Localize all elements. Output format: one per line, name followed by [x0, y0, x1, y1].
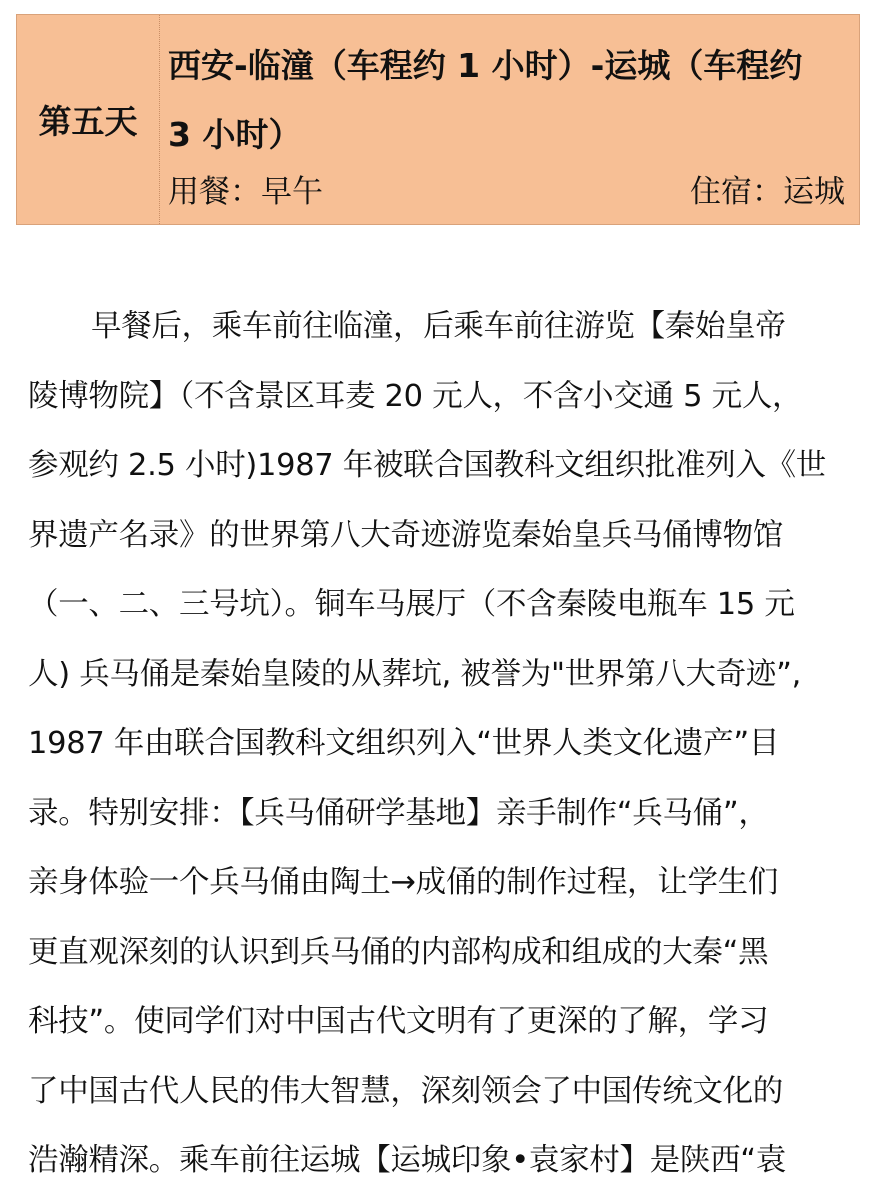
paragraph-line: 早餐后，乘车前往临潼，后乘车前往游览【秦始皇帝	[91, 309, 786, 344]
paragraph-line: 1987 年由联合国教科文组织列入“世界人类文化遗产”目	[28, 726, 780, 761]
paragraph-line: 界遗产名录》的世界第八大奇迹游览秦始皇兵马俑博物馆	[28, 517, 783, 553]
route-line: 3 小时）	[168, 115, 302, 154]
paragraph-line: 录。特别安排：【兵马俑研学基地】亲手制作“兵马俑”，	[28, 795, 769, 831]
paragraph-line: 陵博物院】（不含景区耳麦 20 元人，不含小交通 5 元人，	[28, 378, 803, 414]
paragraph-line: 了中国古代人民的伟大智慧，深刻领会了中国传统文化的	[28, 1073, 783, 1109]
paragraph-line: 参观约 2.5 小时)1987 年被联合国教科文组织批准列入《世	[28, 448, 827, 483]
lodging-info: 住宿：运城	[690, 174, 845, 210]
paragraph-line: 更直观深刻的认识到兵马俑的内部构成和组成的大秦“黑	[28, 934, 769, 970]
route-title	[168, 31, 853, 169]
day-header	[16, 14, 860, 225]
paragraph-line: 亲身体验一个兵马俑由陶土→成俑的制作过程，让学生们	[28, 865, 779, 900]
day-label: 第五天	[17, 15, 160, 224]
route-line: 西安-临潼（车程约 1 小时）-运城（车程约	[168, 46, 803, 85]
paragraph-line: 科技”。使同学们对中国古代文明有了更深的了解，学习	[28, 1004, 769, 1039]
paragraph-line: 浩瀚精深。乘车前往运城【运城印象•袁家村】是陕西“袁	[28, 1143, 786, 1178]
paragraph-line: 人) 兵马俑是秦始皇陵的从葬坑, 被誉为"世界第八大奇迹”,	[28, 656, 802, 692]
meals-info: 用餐：早午	[168, 174, 323, 210]
paragraph-line: （一、二、三号坑）。铜车马展厅（不含秦陵电瓶车 15 元	[28, 587, 795, 622]
itinerary-description	[28, 292, 878, 1196]
